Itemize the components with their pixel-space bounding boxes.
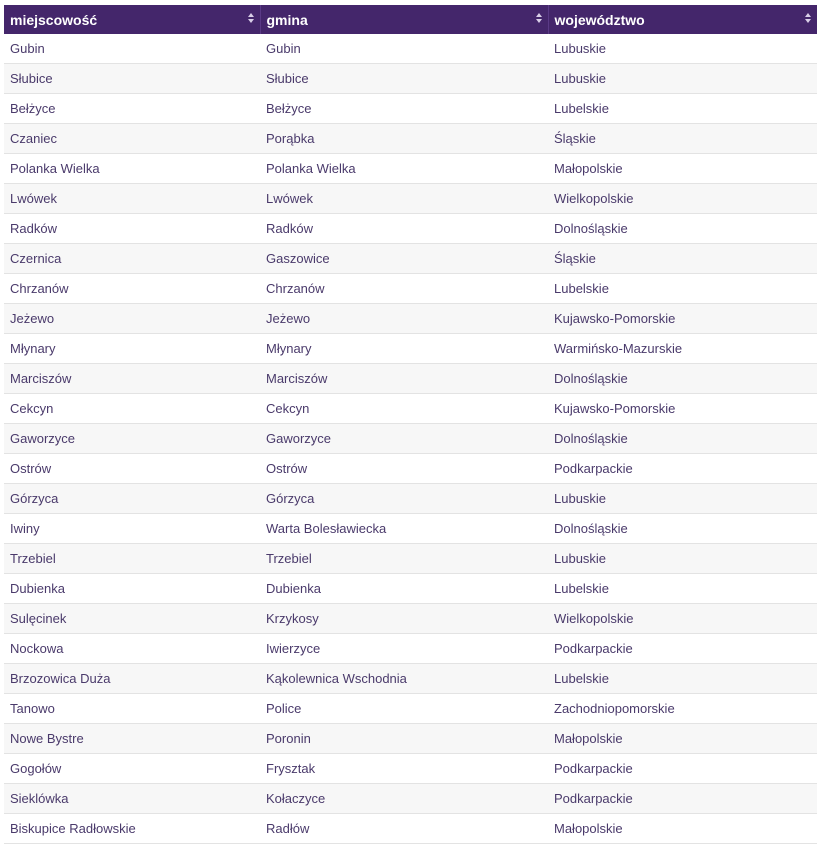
table-row bbox=[4, 94, 817, 124]
table-row bbox=[4, 784, 817, 814]
wojewodztwo-cell: Małopolskie bbox=[548, 724, 817, 754]
wojewodztwo-cell: Dolnośląskie bbox=[548, 424, 817, 454]
table-row bbox=[4, 244, 817, 274]
column-header-label: miejscowość bbox=[10, 11, 98, 28]
table-header bbox=[4, 5, 817, 34]
miejscowosc-cell: Radków bbox=[4, 214, 260, 244]
table-row bbox=[4, 364, 817, 394]
gmina-cell: Poronin bbox=[260, 724, 548, 754]
gmina-cell: Trzebiel bbox=[260, 544, 548, 574]
miejscowosc-cell: Polanka Wielka bbox=[4, 154, 260, 184]
gmina-cell: Cekcyn bbox=[260, 394, 548, 424]
column-header-gmina[interactable] bbox=[260, 5, 548, 34]
table-row bbox=[4, 64, 817, 94]
gmina-cell: Krzykosy bbox=[260, 604, 548, 634]
miejscowosc-cell: Iwiny bbox=[4, 514, 260, 544]
gmina-cell: Jeżewo bbox=[260, 304, 548, 334]
table-row bbox=[4, 574, 817, 604]
gmina-cell: Radków bbox=[260, 214, 548, 244]
wojewodztwo-cell: Warmińsko-Mazurskie bbox=[548, 334, 817, 364]
miejscowosc-cell: Górzyca bbox=[4, 484, 260, 514]
table-row bbox=[4, 634, 817, 664]
table-row bbox=[4, 484, 817, 514]
wojewodztwo-cell: Kujawsko-Pomorskie bbox=[548, 394, 817, 424]
wojewodztwo-cell: Podkarpackie bbox=[548, 454, 817, 484]
miejscowosc-cell: Ostrów bbox=[4, 454, 260, 484]
column-header-miejscowosc[interactable] bbox=[4, 5, 260, 34]
wojewodztwo-cell: Wielkopolskie bbox=[548, 604, 817, 634]
wojewodztwo-cell: Lubuskie bbox=[548, 64, 817, 94]
miejscowosc-cell: Cekcyn bbox=[4, 394, 260, 424]
miejscowosc-cell: Lwówek bbox=[4, 184, 260, 214]
wojewodztwo-cell: Kujawsko-Pomorskie bbox=[548, 304, 817, 334]
wojewodztwo-cell: Lubelskie bbox=[548, 94, 817, 124]
wojewodztwo-cell: Lubelskie bbox=[548, 664, 817, 694]
column-header-wojewodztwo[interactable] bbox=[548, 5, 817, 34]
table-row bbox=[4, 34, 817, 64]
wojewodztwo-cell: Zachodniopomorskie bbox=[548, 694, 817, 724]
table-row bbox=[4, 424, 817, 454]
miejscowosc-cell: Czernica bbox=[4, 244, 260, 274]
table-row bbox=[4, 664, 817, 694]
header-row bbox=[4, 5, 817, 34]
miejscowosc-cell: Jeżewo bbox=[4, 304, 260, 334]
wojewodztwo-cell: Podkarpackie bbox=[548, 634, 817, 664]
miejscowosc-cell: Nockowa bbox=[4, 634, 260, 664]
table-row bbox=[4, 754, 817, 784]
gmina-cell: Porąbka bbox=[260, 124, 548, 154]
gmina-cell: Kołaczyce bbox=[260, 784, 548, 814]
gmina-cell: Młynary bbox=[260, 334, 548, 364]
gmina-cell: Frysztak bbox=[260, 754, 548, 784]
gmina-cell: Gubin bbox=[260, 34, 548, 64]
table-row bbox=[4, 514, 817, 544]
sort-icon[interactable] bbox=[536, 12, 542, 26]
table-row bbox=[4, 694, 817, 724]
table-row bbox=[4, 724, 817, 754]
table-row bbox=[4, 334, 817, 364]
column-header-label: województwo bbox=[554, 11, 645, 28]
miejscowosc-cell: Sieklówka bbox=[4, 784, 260, 814]
gmina-cell: Bełżyce bbox=[260, 94, 548, 124]
data-table-container bbox=[4, 5, 817, 844]
table-row bbox=[4, 454, 817, 484]
wojewodztwo-cell: Dolnośląskie bbox=[548, 364, 817, 394]
gmina-cell: Dubienka bbox=[260, 574, 548, 604]
table-row bbox=[4, 184, 817, 214]
miejscowosc-cell: Tanowo bbox=[4, 694, 260, 724]
gmina-cell: Warta Bolesławiecka bbox=[260, 514, 548, 544]
wojewodztwo-cell: Wielkopolskie bbox=[548, 184, 817, 214]
table-body bbox=[4, 34, 817, 844]
gmina-cell: Ostrów bbox=[260, 454, 548, 484]
table-row bbox=[4, 814, 817, 844]
gmina-cell: Górzyca bbox=[260, 484, 548, 514]
wojewodztwo-cell: Lubelskie bbox=[548, 574, 817, 604]
miejscowosc-cell: Trzebiel bbox=[4, 544, 260, 574]
wojewodztwo-cell: Śląskie bbox=[548, 124, 817, 154]
wojewodztwo-cell: Dolnośląskie bbox=[548, 514, 817, 544]
table-row bbox=[4, 274, 817, 304]
miejscowosc-cell: Brzozowica Duża bbox=[4, 664, 260, 694]
table-row bbox=[4, 124, 817, 154]
gmina-cell: Polanka Wielka bbox=[260, 154, 548, 184]
wojewodztwo-cell: Lubuskie bbox=[548, 544, 817, 574]
wojewodztwo-cell: Podkarpackie bbox=[548, 754, 817, 784]
table-row bbox=[4, 544, 817, 574]
table-row bbox=[4, 214, 817, 244]
gmina-cell: Iwierzyce bbox=[260, 634, 548, 664]
gmina-cell: Lwówek bbox=[260, 184, 548, 214]
miejscowosc-cell: Chrzanów bbox=[4, 274, 260, 304]
miejscowosc-cell: Biskupice Radłowskie bbox=[4, 814, 260, 844]
column-header-label: gmina bbox=[266, 11, 308, 28]
table-row bbox=[4, 604, 817, 634]
miejscowosc-cell: Gubin bbox=[4, 34, 260, 64]
miejscowosc-cell: Sulęcinek bbox=[4, 604, 260, 634]
miejscowosc-cell: Dubienka bbox=[4, 574, 260, 604]
gmina-cell: Gaworzyce bbox=[260, 424, 548, 454]
wojewodztwo-cell: Lubuskie bbox=[548, 484, 817, 514]
wojewodztwo-cell: Lubuskie bbox=[548, 34, 817, 64]
gmina-cell: Gaszowice bbox=[260, 244, 548, 274]
miejscowosc-cell: Gogołów bbox=[4, 754, 260, 784]
table-row bbox=[4, 394, 817, 424]
table-row bbox=[4, 304, 817, 334]
gmina-cell: Chrzanów bbox=[260, 274, 548, 304]
wojewodztwo-cell: Małopolskie bbox=[548, 814, 817, 844]
gmina-cell: Kąkolewnica Wschodnia bbox=[260, 664, 548, 694]
gmina-cell: Radłów bbox=[260, 814, 548, 844]
wojewodztwo-cell: Dolnośląskie bbox=[548, 214, 817, 244]
gmina-cell: Marciszów bbox=[260, 364, 548, 394]
wojewodztwo-cell: Śląskie bbox=[548, 244, 817, 274]
miejscowosc-cell: Bełżyce bbox=[4, 94, 260, 124]
miejscowosc-cell: Gaworzyce bbox=[4, 424, 260, 454]
table-row bbox=[4, 154, 817, 184]
miejscowosc-cell: Marciszów bbox=[4, 364, 260, 394]
miejscowosc-cell: Czaniec bbox=[4, 124, 260, 154]
wojewodztwo-cell: Małopolskie bbox=[548, 154, 817, 184]
wojewodztwo-cell: Lubelskie bbox=[548, 274, 817, 304]
sort-icon[interactable] bbox=[805, 12, 811, 26]
miejscowosc-cell: Nowe Bystre bbox=[4, 724, 260, 754]
gmina-cell: Police bbox=[260, 694, 548, 724]
data-table bbox=[4, 5, 817, 844]
wojewodztwo-cell: Podkarpackie bbox=[548, 784, 817, 814]
gmina-cell: Słubice bbox=[260, 64, 548, 94]
miejscowosc-cell: Słubice bbox=[4, 64, 260, 94]
miejscowosc-cell: Młynary bbox=[4, 334, 260, 364]
sort-icon[interactable] bbox=[248, 12, 254, 26]
